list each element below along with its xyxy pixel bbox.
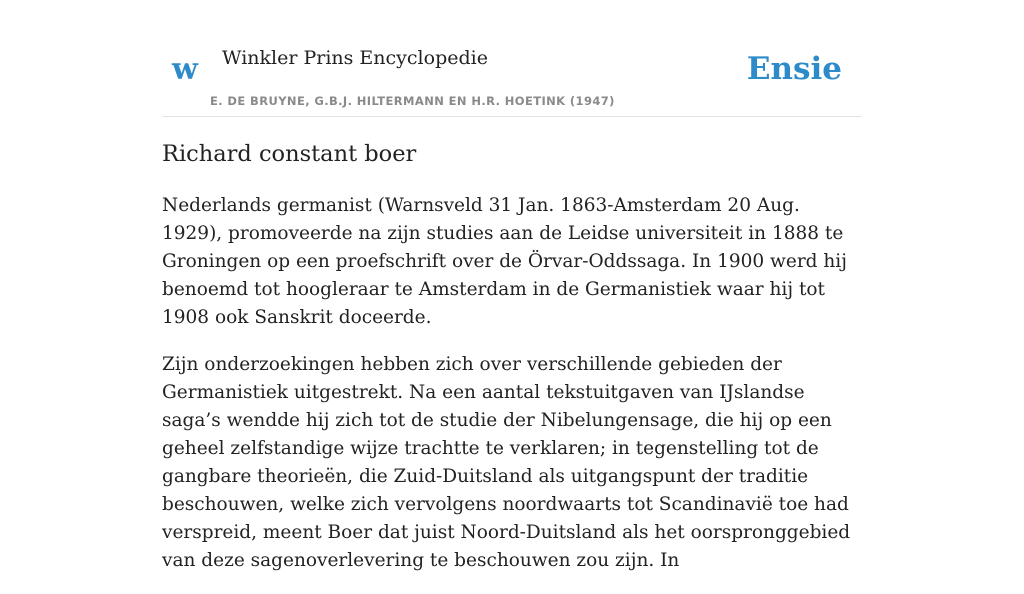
source-title-link[interactable]: Winkler Prins Encyclopedie (222, 47, 488, 69)
winkler-prins-logo[interactable]: w (172, 52, 198, 87)
article-body (162, 192, 862, 594)
source-header (162, 0, 862, 117)
source-authors: E. DE BRUYNE, G.B.J. HILTERMANN EN H.R. HOETINK (1947) (210, 94, 615, 108)
article-title: Richard constant boer (162, 141, 417, 167)
article-paragraph-1: Nederlands germanist (Warnsveld 31 Jan. 1863-Amsterdam 20 Aug. 1929), promoveerde na zijn studies aan de Leidse universiteit in 1888 te Groningen op een proefschrift over de Örvar-Oddssaga. In 1900 werd hij benoemd tot hoogleraar te Amsterdam in de Germanistiek waar hij tot 1908 ook Sanskrit doceerde. (162, 195, 847, 328)
ensie-logo-link[interactable]: Ensie (746, 51, 842, 87)
article-paragraph-2: Zijn onderzoekingen hebben zich over verschillende gebieden der Germanistiek uitgestrekt. Na een aantal tekstuitgaven van IJslandse saga’s wendde hij zich tot de studie der Nibelungensage, die hij op een geheel zelfstandige wijze trachtte te verklaren; in tegenstelling tot de gangbare theorieën, die Zuid-Duitsland als uitgangspunt der traditie beschouwen, welke zich vervolgens noordwaarts tot Scandinavië toe had verspreid, meent Boer dat juist Noord-Duitsland als het oorspronggebied van deze sagenoverlevering te beschouwen zou zijn. In (162, 354, 851, 571)
